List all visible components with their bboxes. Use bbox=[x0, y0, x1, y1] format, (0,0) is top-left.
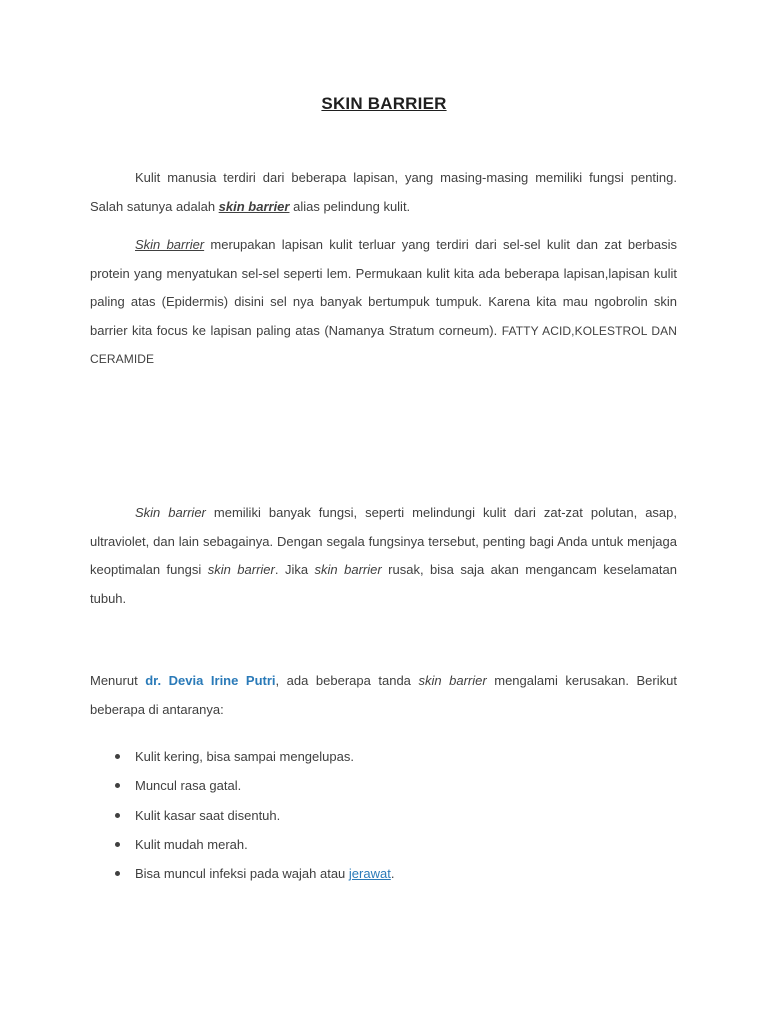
skin-barrier-term: Skin barrier bbox=[135, 237, 205, 252]
intro-text-end: alias pelindung kulit. bbox=[289, 198, 411, 214]
list-item bbox=[90, 742, 677, 771]
intro-paragraph bbox=[90, 164, 677, 221]
function-paragraph bbox=[90, 499, 677, 613]
list-item bbox=[90, 859, 677, 888]
list-item-text: Muncul rasa gatal. bbox=[135, 778, 242, 794]
doctor-name: dr. Devia Irine Putri bbox=[145, 673, 276, 688]
function-text: memiliki banyak fungsi, seperti melindungi kulit dari zat-zat polutan, asap, ultraviolet, dan lain sebagainya. Dengan segala fungsinya tersebut, penting bagi Anda untuk menjaga keoptimalan fungsi bbox=[90, 505, 677, 577]
skin-barrier-term: skin barrier bbox=[418, 673, 487, 688]
list-item-text: Kulit kasar saat disentuh. bbox=[135, 807, 281, 823]
bullet-icon bbox=[115, 783, 120, 788]
list-item-text: Kulit kering, bisa sampai mengelupas. bbox=[135, 749, 354, 764]
signs-intro-text: , ada beberapa tanda bbox=[275, 673, 419, 688]
signs-intro-text: Menurut bbox=[90, 673, 146, 688]
definition-paragraph bbox=[90, 231, 677, 374]
list-item-text: Kulit mudah merah. bbox=[135, 836, 248, 852]
list-item bbox=[90, 830, 677, 859]
signs-intro-paragraph bbox=[90, 667, 677, 724]
bullet-icon bbox=[115, 871, 120, 876]
bullet-icon bbox=[115, 754, 120, 759]
list-item bbox=[90, 771, 677, 800]
signs-intro-text-end: mengalami kerusakan. Berikut beberapa di antaranya: bbox=[90, 673, 677, 717]
definition-text: merupakan lapisan kulit terluar yang terdiri dari sel-sel kulit dan zat berbasis protein yang menyatukan sel-sel seperti lem. Permukaan kulit kita ada beberapa lapisan,lapisan kulit paling atas (Epidermis) disini sel nya banyak bertumpuk tumpuk. Karena kita mau ngobrolin skin barrier kita focus ke lapisan paling atas (Namanya Stratum corneum). bbox=[90, 237, 677, 338]
jerawat-link[interactable]: jerawat bbox=[348, 866, 391, 881]
skin-barrier-term: skin barrier bbox=[218, 198, 290, 214]
function-text-end: rusak, bisa saja akan mengancam keselamatan tubuh. bbox=[90, 562, 677, 606]
intro-text: Kulit manusia terdiri dari beberapa lapisan, yang masing-masing memiliki fungsi penting. Salah satunya adalah bbox=[90, 170, 677, 214]
document-title: SKIN BARRIER bbox=[321, 94, 447, 113]
bullet-icon bbox=[115, 813, 120, 818]
skin-barrier-term: skin barrier bbox=[207, 562, 275, 577]
bullet-icon bbox=[115, 842, 120, 847]
list-item bbox=[90, 801, 677, 830]
components-text: FATTY ACID,KOLESTROL DAN CERAMIDE bbox=[90, 323, 677, 366]
list-item-text-end: . bbox=[390, 866, 395, 881]
skin-barrier-term: Skin barrier bbox=[135, 505, 206, 520]
signs-list bbox=[90, 742, 677, 888]
function-text: . Jika bbox=[274, 562, 315, 577]
list-item-text: Bisa muncul infeksi pada wajah atau bbox=[135, 866, 349, 881]
skin-barrier-term: skin barrier bbox=[314, 562, 382, 577]
